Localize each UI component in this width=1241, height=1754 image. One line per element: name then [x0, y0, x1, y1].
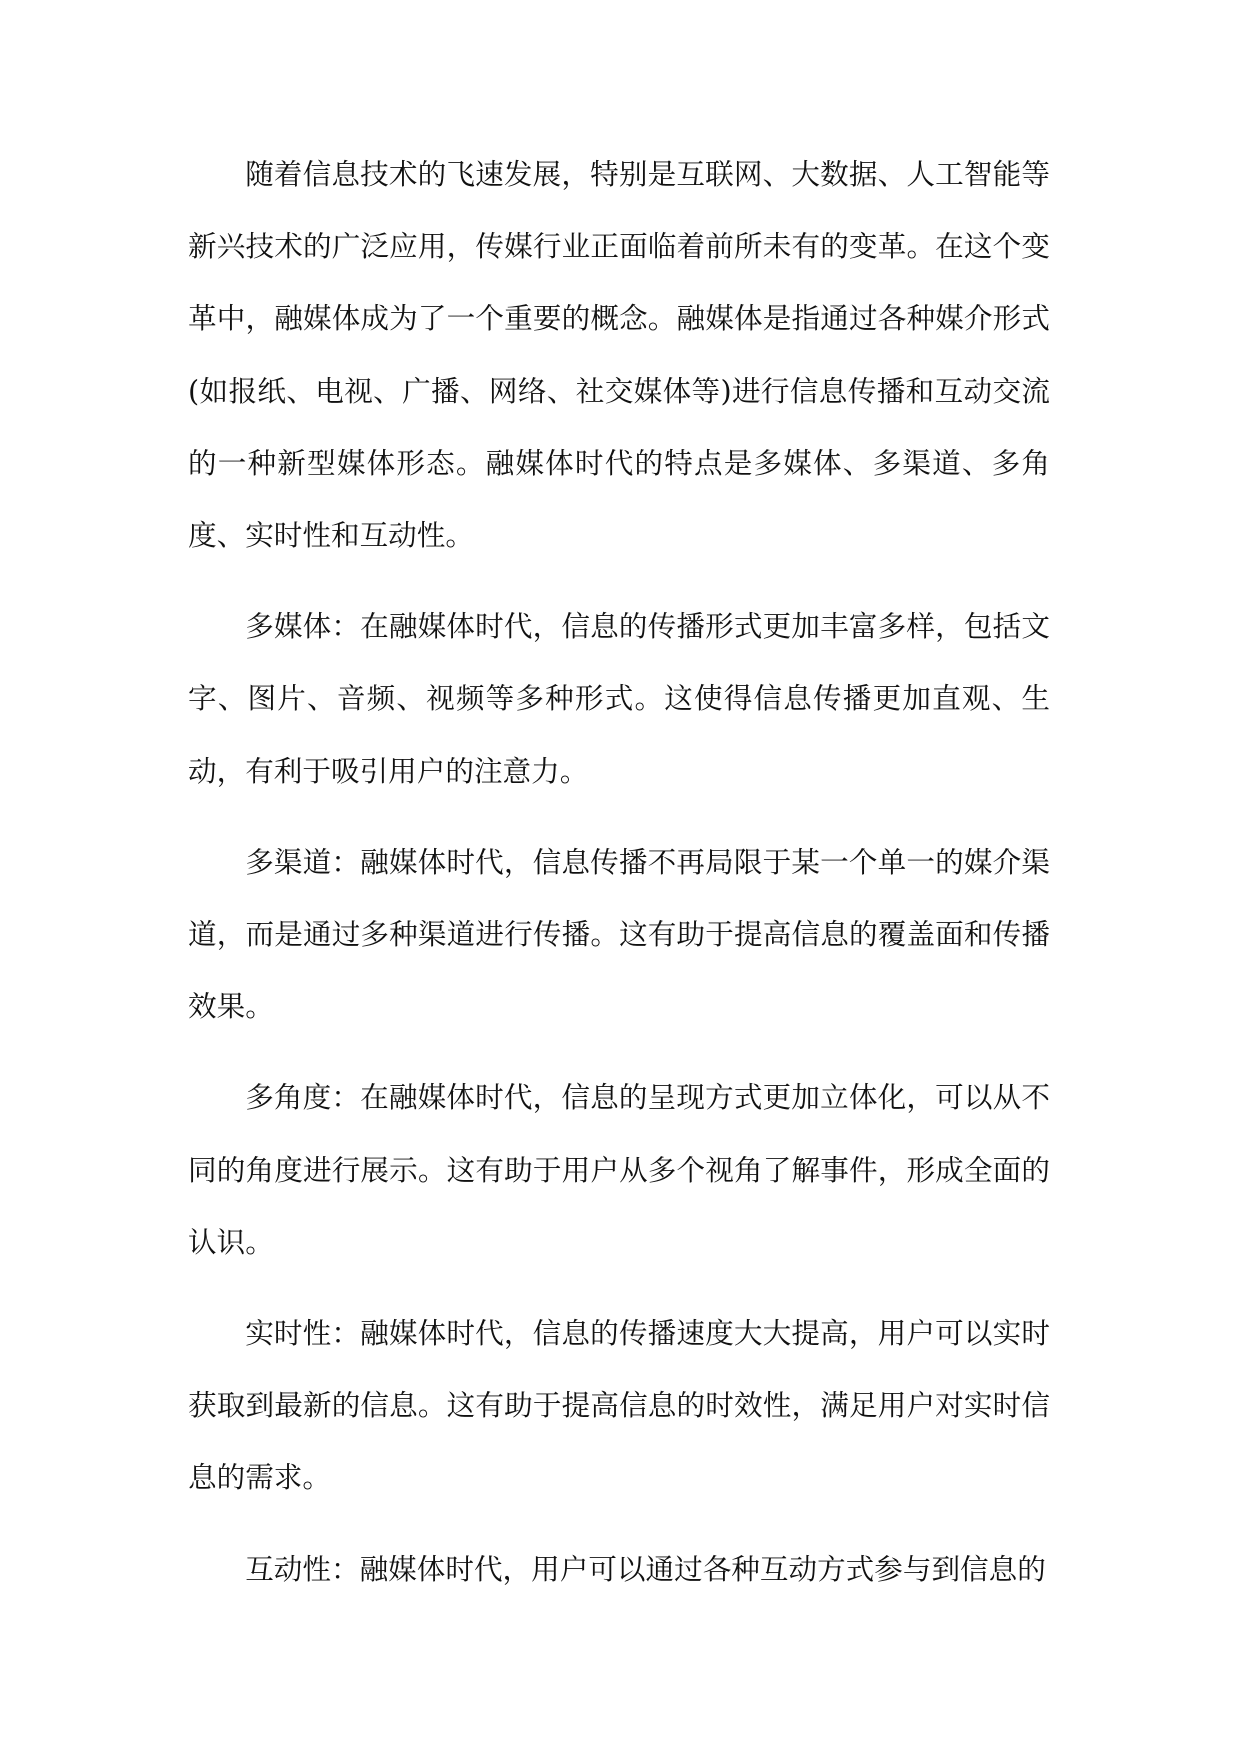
paragraph-multimedia: 多媒体：在融媒体时代，信息的传播形式更加丰富多样，包括文字、图片、音频、视频等多种形式。这使得信息传播更加直观、生动，有利于吸引用户的注意力。 — [188, 609, 1050, 788]
paragraph-interactivity: 互动性：融媒体时代，用户可以通过各种互动方式参与到信息的 — [245, 1551, 1046, 1586]
document-body — [188, 138, 1050, 1624]
paragraph-multiangle: 多角度：在融媒体时代，信息的呈现方式更加立体化，可以从不同的角度进行展示。这有助于用户从多个视角了解事件，形成全面的认识。 — [188, 1080, 1050, 1259]
paragraph-multichannel: 多渠道：融媒体时代，信息传播不再局限于某一个单一的媒介渠道，而是通过多种渠道进行传播。这有助于提高信息的覆盖面和传播效果。 — [188, 844, 1050, 1024]
paragraph-intro: 随着信息技术的飞速发展，特别是互联网、大数据、人工智能等新兴技术的广泛应用，传媒行业正面临着前所未有的变革。在这个变革中，融媒体成为了一个重要的概念。融媒体是指通过各种媒介形式(如报纸、电视、广播、网络、社交媒体等)进行信息传播和互动交流的一种新型媒体形态。融媒体时代的特点是多媒体、多渠道、多角度、实时性和互动性。 — [188, 157, 1050, 553]
paragraph-realtime: 实时性：融媒体时代，信息的传播速度大大提高，用户可以实时获取到最新的信息。这有助于提高信息的时效性，满足用户对实时信息的需求。 — [188, 1316, 1050, 1495]
